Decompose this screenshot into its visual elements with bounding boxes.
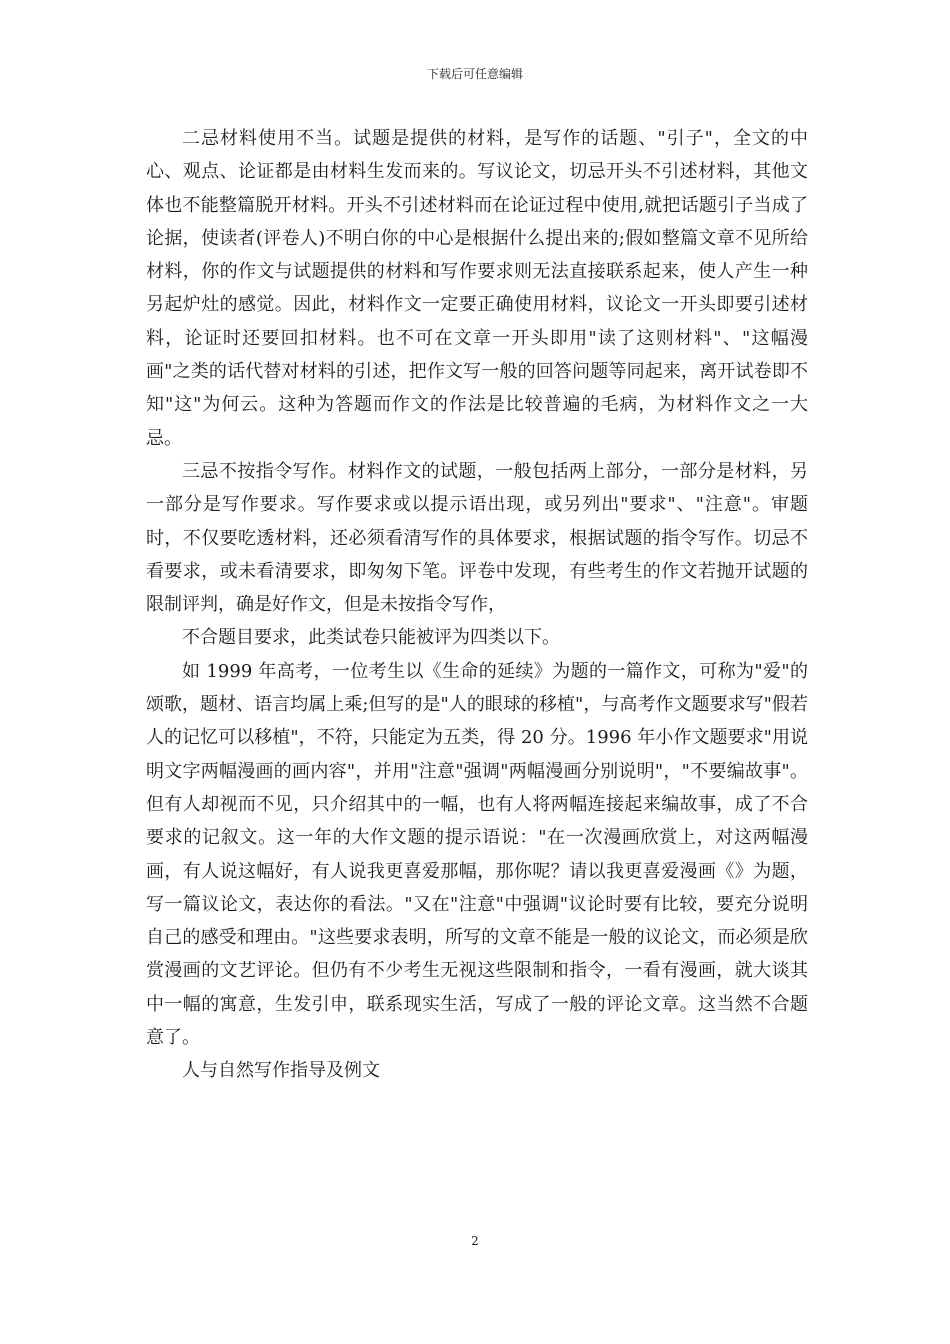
page-header: 下载后可任意编辑: [426, 67, 523, 81]
paragraph-requirements: 不合题目要求，此类试卷只能被评为四类以下。: [182, 627, 560, 649]
section-heading: 人与自然写作指导及例文: [182, 1060, 380, 1082]
page-number: 2: [471, 1234, 479, 1248]
paragraph-instructions: 三忌不按指令写作。材料作文的试题，一般包括两上部分，一部分是材料，另一部分是写作要求。写作要求或以提示语出现，或另列出"要求"、"注意"。审题时，不仅要吃透材料，还必须看清写作的具体要求，根据试题的指令写作。切忌不看要求，或未看清要求，即匆匆下笔。评卷中发现，有些考生的作文若抛开试题的限制评判，确是好作文，但是未按指令写作，: [146, 460, 808, 616]
paragraph-example: 如 1999 年高考，一位考生以《生命的延续》为题的一篇作文，可称为"爱"的颂歌，题材、语言均属上乘;但写的是"人的眼球的移植"，与高考作文题要求写"假若人的记忆可以移植"，不符，只能定为五类，得 20 分。1996 年小作文题要求"用说明文字两幅漫画的画内容"，并用"注意"强调"两幅漫画分别说明"，"不要编故事"。但有人却视而不见，只介绍其中的一幅，也有人将两幅连接起来编故事，成了不合要求的记叙文。这一年的大作文题的提示语说："在一次漫画欣赏上，对这两幅漫画，有人说这幅好，有人说我更喜爱那幅，那你呢？请以我更喜爱漫画《》为题，写一篇议论文，表达你的看法。"又在"注意"中强调"议论时要有比较，要充分说明自己的感受和理由。"这些要求表明，所写的文章不能是一般的议论文，而必须是欣赏漫画的文艺评论。但仍有不少考生无视这些限制和指令，一看有漫画，就大谈其中一幅的寓意，生发引申，联系现实生活，写成了一般的评论文章。这当然不合题意了。: [146, 660, 808, 1049]
paragraph-materials-misuse: 二忌材料使用不当。试题是提供的材料，是写作的话题、"引子"，全文的中心、观点、论证都是由材料生发而来的。写议论文，切忌开头不引述材料，其他文体也不能整篇脱开材料。开头不引述材料而在论证过程中使用,就把话题引子当成了论据，使读者(评卷人)不明白你的中心是根据什么提出来的;假如整篇文章不见所给材料，你的作文与试题提供的材料和写作要求则无法直接联系起来，使人产生一种另起炉灶的感觉。因此，材料作文一定要正确使用材料，议论文一开头即要引述材料，论证时还要回扣材料。也不可在文章一开头即用"读了这则材料"、"这幅漫画"之类的话代替对材料的引述，把作文写一般的回答问题等同起来，离开试卷即不知"这"为何云。这种为答题而作文的作法是比较普遍的毛病，为材料作文之一大忌。: [146, 128, 808, 449]
document-body: [146, 122, 808, 1088]
